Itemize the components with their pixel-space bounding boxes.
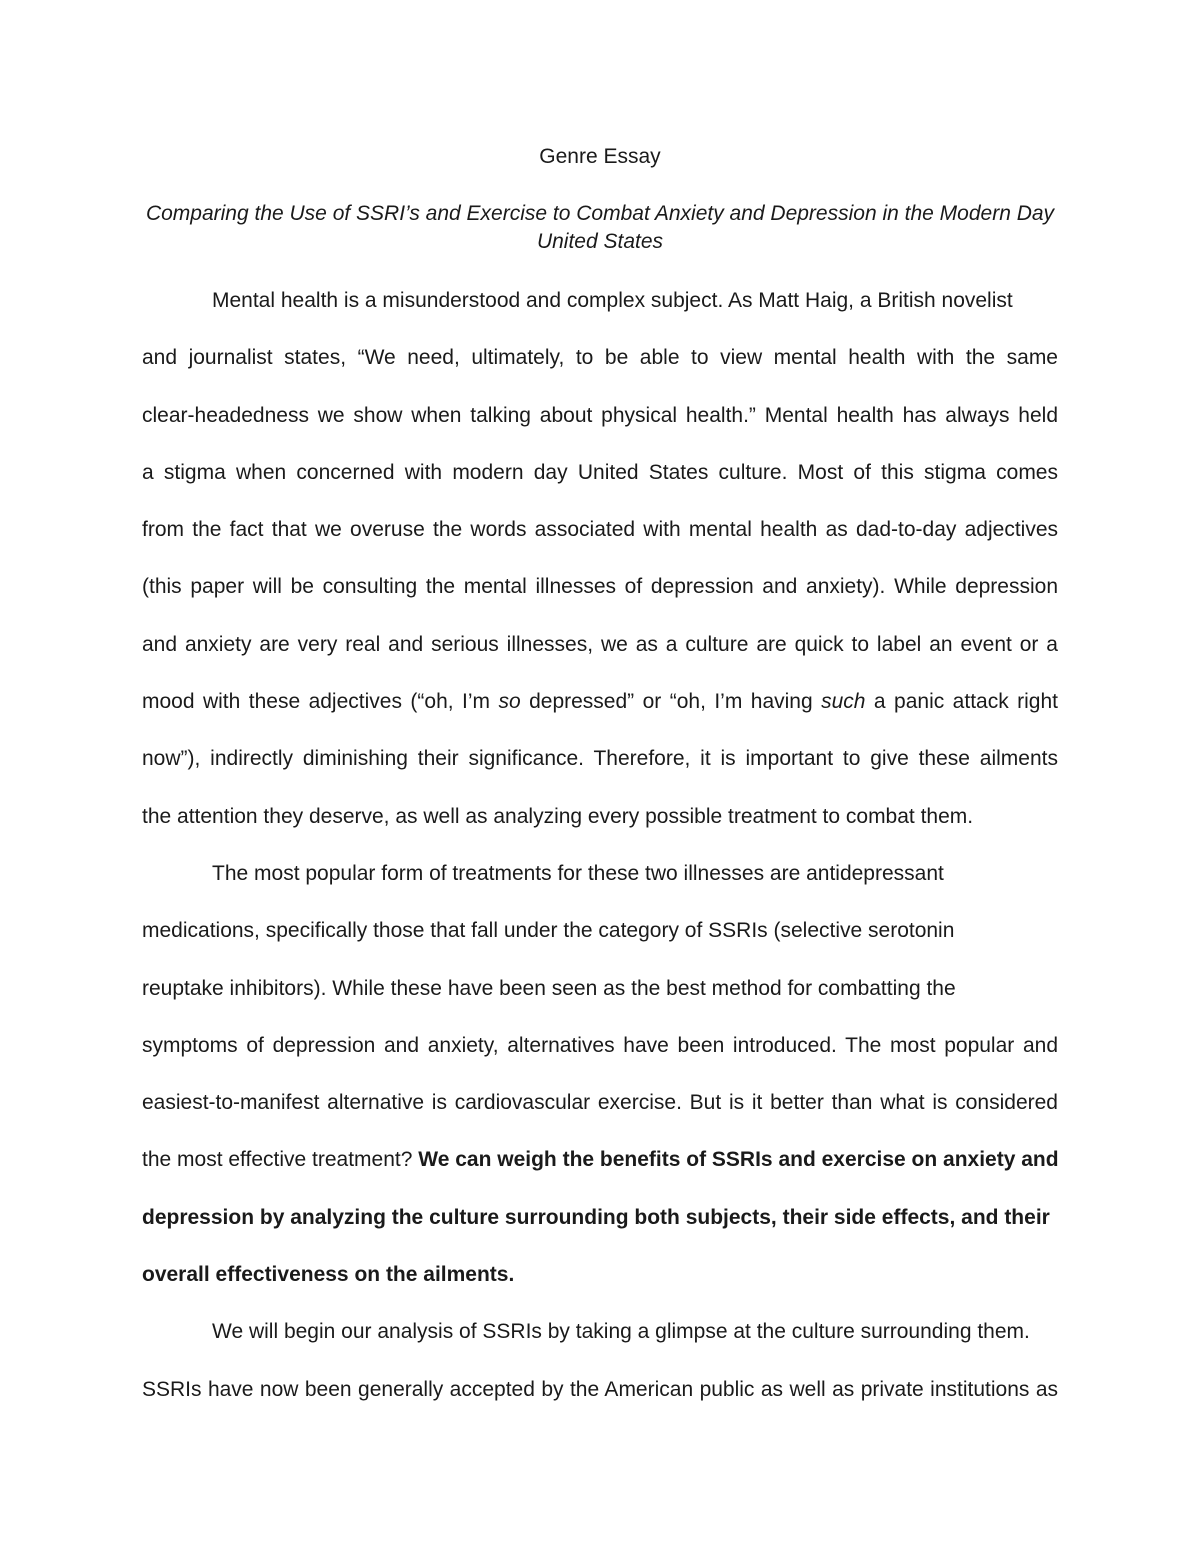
thesis-line: depression by analyzing the culture surrounding both subjects, their side effects, and their [142,1205,1050,1229]
subtitle-line: United States [536,230,664,253]
text-line: mood with these adjectives (“oh, I’m so depressed” or “oh, I’m having such a panic attack right [142,690,1058,714]
subtitle-line: Comparing the Use of SSRI’s and Exercise to Combat Anxiety and Depression in the Modern Day [145,202,1055,225]
thesis-line: overall effectiveness on the ailments. [142,1263,515,1287]
text-line: from the fact that we overuse the words associated with mental health as dad-to-day adjectives [142,518,1058,542]
emphasis-text: so [498,690,521,714]
thesis-text: We can weigh the benefits of SSRIs and exercise on anxiety and [418,1148,1059,1172]
text-line: medications, specifically those that fall under the category of SSRIs (selective serotonin [142,919,955,943]
text-line: and anxiety are very real and serious illnesses, we as a culture are quick to label an event or a [142,632,1058,656]
text-line: a stigma when concerned with modern day United States culture. Most of this stigma comes [142,460,1058,484]
emphasis-text: such [821,690,866,714]
text-line: the most effective treatment? We can weigh the benefits of SSRIs and exercise on anxiety and [142,1148,1059,1172]
text-line: We will begin our analysis of SSRIs by taking a glimpse at the culture surrounding them. [212,1320,1030,1344]
text-line: SSRIs have now been generally accepted by the American public as well as private institutions as [142,1377,1058,1401]
document-subtitle [140,200,1060,256]
text-line: easiest-to-manifest alternative is cardiovascular exercise. But is it better than what is considered [142,1091,1058,1115]
text-line: Mental health is a misunderstood and complex subject. As Matt Haig, a British novelist [212,289,1013,312]
document-title: Genre Essay [539,145,661,168]
essay-body [142,284,1058,1430]
text-line: clear-headedness we show when talking about physical health.” Mental health has always held [142,403,1058,427]
text-line: now”), indirectly diminishing their significance. Therefore, it is important to give these ailments [142,747,1058,771]
text-line: (this paper will be consulting the mental illnesses of depression and anxiety). While depression [142,575,1058,599]
text-line: The most popular form of treatments for these two illnesses are antidepressant [212,861,944,885]
text-line: and journalist states, “We need, ultimately, to be able to view mental health with the same [142,346,1058,370]
text-line: reuptake inhibitors). While these have been seen as the best method for combatting the [142,976,956,1000]
text-line: symptoms of depression and anxiety, alternatives have been introduced. The most popular and [142,1033,1058,1057]
text-line: the attention they deserve, as well as analyzing every possible treatment to combat them. [142,804,974,828]
